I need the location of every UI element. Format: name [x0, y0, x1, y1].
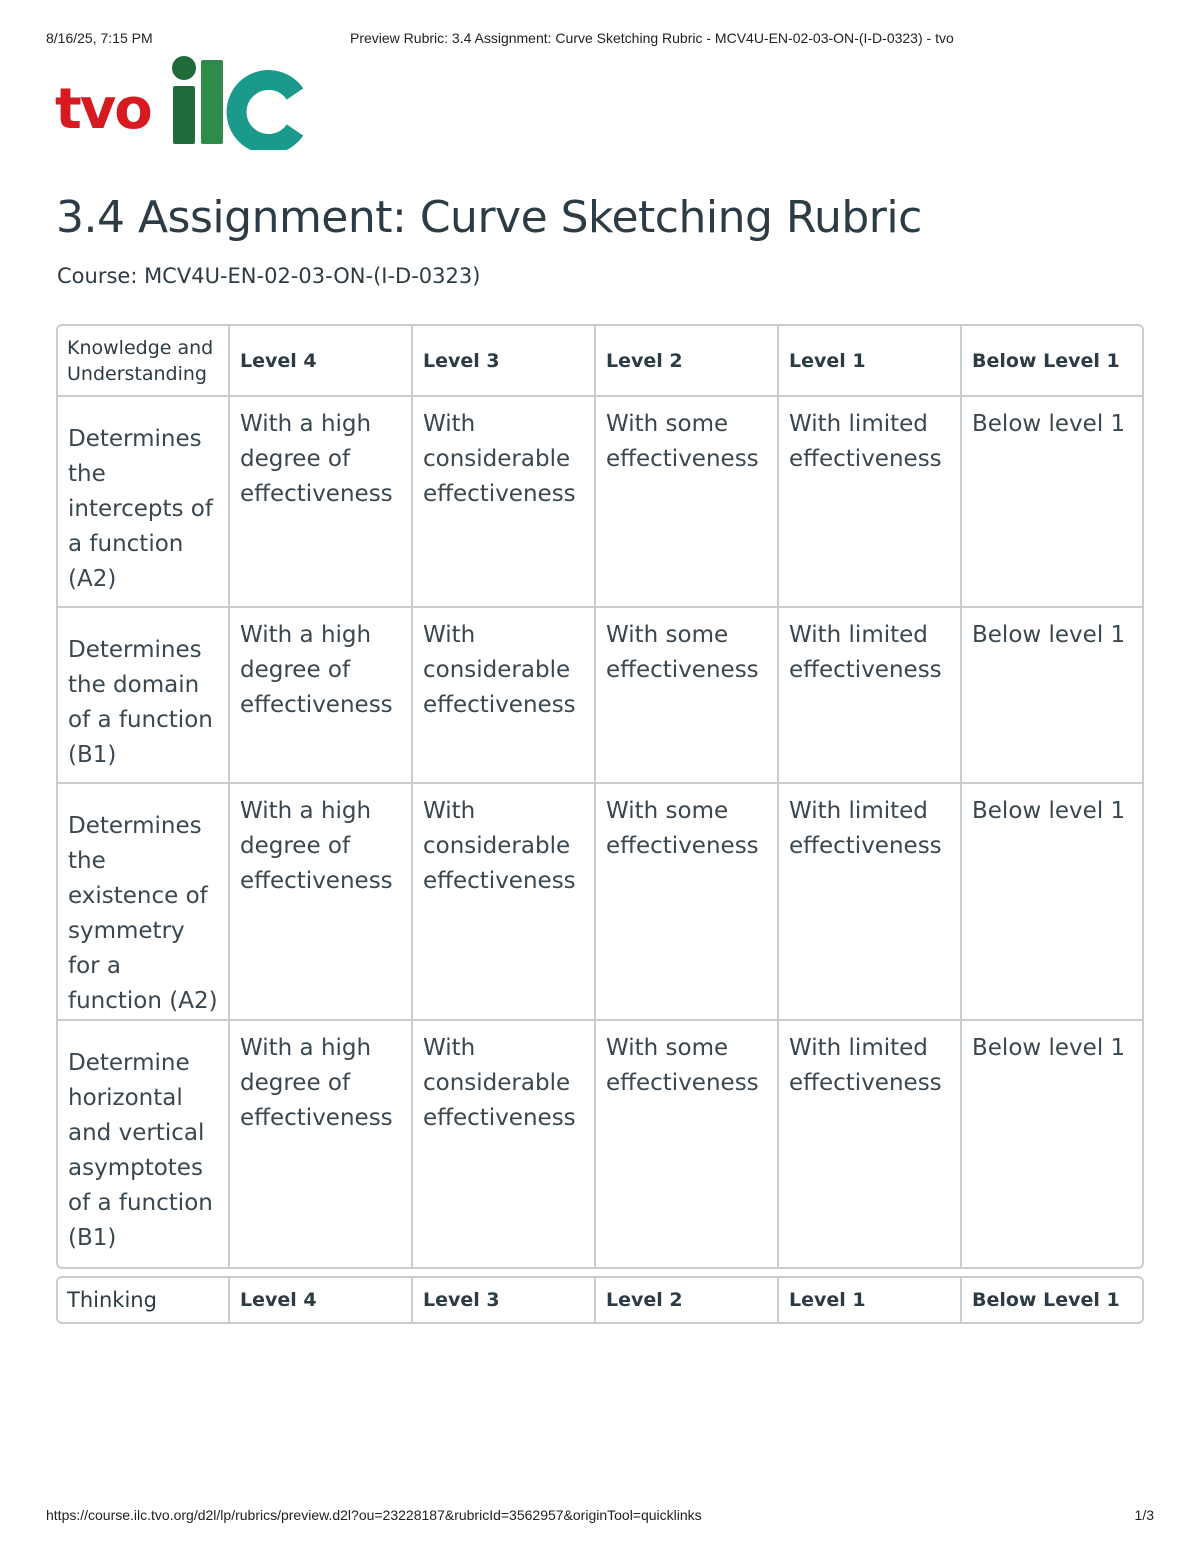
criterion-row [58, 396, 1142, 607]
level-header: Below Level 1 [961, 326, 1142, 396]
level-description: With considerable effectiveness [412, 1020, 595, 1267]
print-date: 8/16/25, 7:15 PM [46, 30, 153, 46]
level-description: With limited effectiveness [778, 396, 961, 607]
level-header: Level 3 [412, 326, 595, 396]
level-header: Below Level 1 [972, 1289, 1120, 1311]
level-description: With considerable effectiveness [412, 396, 595, 607]
level-description: With a high degree of effectiveness [229, 396, 412, 607]
criterion-label: Determines the existence of symmetry for a function (A2) [58, 783, 229, 1020]
criterion-row [58, 607, 1142, 783]
criteria-group-label: Knowledge and Understanding [58, 326, 229, 396]
level-description: With limited effectiveness [778, 607, 961, 783]
logo-tvo-text: tvo [55, 77, 151, 142]
level-header: Level 1 [778, 1278, 961, 1322]
page-title: 3.4 Assignment: Curve Sketching Rubric [56, 192, 922, 243]
level-description: Below level 1 [961, 396, 1142, 607]
course-line: Course: MCV4U-EN-02-03-ON-(I-D-0323) [57, 264, 481, 288]
level-header: Level 4 [229, 1278, 412, 1322]
level-description: Below level 1 [961, 783, 1142, 1020]
criteria-group-label: Thinking [58, 1278, 229, 1322]
print-header [46, 30, 1154, 50]
level-description: With some effectiveness [595, 607, 778, 783]
level-description: With considerable effectiveness [412, 607, 595, 783]
level-description: With some effectiveness [595, 396, 778, 607]
criterion-row [58, 783, 1142, 1020]
level-description: Below level 1 [961, 607, 1142, 783]
criterion-label: Determines the intercepts of a function (A2) [58, 396, 229, 607]
level-description: With limited effectiveness [778, 783, 961, 1020]
level-header: Level 3 [412, 1278, 595, 1322]
level-header: Level 4 [229, 326, 412, 396]
level-description: With some effectiveness [595, 783, 778, 1020]
level-description: With some effectiveness [595, 1020, 778, 1267]
level-description: Below level 1 [972, 1035, 1126, 1061]
print-document-title: Preview Rubric: 3.4 Assignment: Curve Sketching Rubric - MCV4U-EN-02-03-ON-(I-D-0323) - tvo [350, 30, 954, 46]
rubric-table-thinking [56, 1276, 1144, 1324]
level-header: Level 2 [595, 1278, 778, 1322]
level-description: With limited effectiveness [778, 1020, 961, 1267]
rubric-table-knowledge-understanding [56, 324, 1144, 1269]
print-footer [46, 1507, 1154, 1527]
level-header: Level 2 [595, 326, 778, 396]
tvo-ilc-logo [55, 50, 305, 150]
level-description: With considerable effectiveness [412, 783, 595, 1020]
page-number: 1/3 [1134, 1507, 1154, 1523]
page-url: https://course.ilc.tvo.org/d2l/lp/rubrics/preview.d2l?ou=23228187&rubricId=3562957&originTool=quicklinks [46, 1507, 702, 1523]
criterion-row [58, 1020, 1142, 1267]
rubric-header-row [58, 1278, 1142, 1322]
level-description: With a high degree of effectiveness [229, 783, 412, 1020]
level-header: Level 1 [778, 326, 961, 396]
level-description: With a high degree of effectiveness [229, 607, 412, 783]
level-description: With a high degree of effectiveness [229, 1020, 412, 1267]
criterion-label: Determines the domain of a function (B1) [58, 607, 229, 783]
criterion-label: Determine horizontal and vertical asymptotes of a function (B1) [58, 1020, 229, 1267]
rubric-header-row [58, 326, 1142, 396]
